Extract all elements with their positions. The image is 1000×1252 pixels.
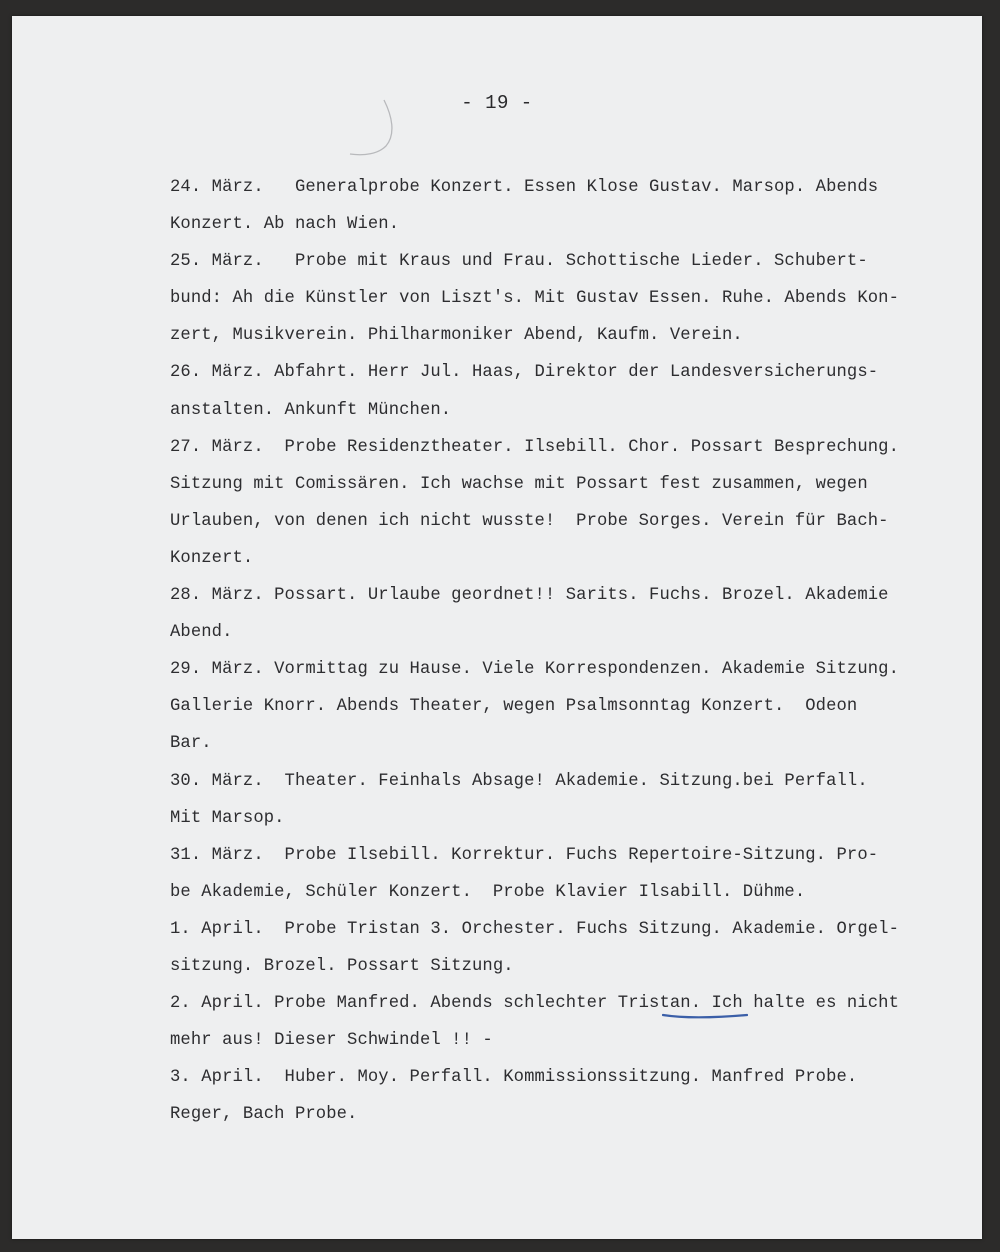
text-line: 24. März. Generalprobe Konzert. Essen Klose Gustav. Marsop. Abends	[170, 178, 879, 197]
text-line: 2. April. Probe Manfred. Abends schlechter Tristan. Ich halte es nicht	[170, 994, 899, 1014]
text-line: Sitzung mit Comissären. Ich wachse mit Possart fest zusammen, wegen	[170, 474, 868, 494]
text-line: 28. März. Possart. Urlaube geordnet!! Sarits. Fuchs. Brozel. Akademie	[170, 586, 889, 606]
document-page	[12, 16, 982, 1239]
text-line: 27. März. Probe Residenztheater. Ilsebill. Chor. Possart Besprechung.	[170, 437, 899, 457]
text-line: Konzert. Ab nach Wien.	[170, 215, 400, 235]
text-line: Abend.	[170, 623, 233, 643]
text-line: Konzert.	[170, 548, 254, 568]
text-line: 25. März. Probe mit Kraus und Frau. Schottische Lieder. Schubert-	[170, 252, 868, 272]
text-line: 31. März. Probe Ilsebill. Korrektur. Fuchs Repertoire-Sitzung. Pro-	[170, 845, 879, 865]
text-line: Urlauben, von denen ich nicht wusste! Probe Sorges. Verein für Bach-	[170, 511, 889, 531]
diary-text	[170, 169, 975, 1133]
text-line: bund: Ah die Künstler von Liszt's. Mit Gustav Essen. Ruhe. Abends Kon-	[170, 289, 899, 309]
blue-ink-underline	[662, 1012, 748, 1020]
text-line: Bar.	[170, 734, 212, 754]
text-line: sitzung. Brozel. Possart Sitzung.	[170, 956, 514, 976]
text-line: mehr aus! Dieser Schwindel !! -	[170, 1031, 493, 1051]
text-line: 3. April. Huber. Moy. Perfall. Kommissionssitzung. Manfred Probe.	[170, 1068, 858, 1088]
text-line: Reger, Bach Probe.	[170, 1105, 358, 1125]
text-line: anstalten. Ankunft München.	[170, 400, 452, 420]
text-line: zert, Musikverein. Philharmoniker Abend, Kaufm. Verein.	[170, 326, 743, 346]
text-line: 30. März. Theater. Feinhals Absage! Akademie. Sitzung.bei Perfall.	[170, 771, 868, 791]
text-line: Gallerie Knorr. Abends Theater, wegen Psalmsonntag Konzert. Odeon	[170, 697, 858, 717]
text-line: 26. März. Abfahrt. Herr Jul. Haas, Direktor der Landesversicherungs-	[170, 363, 879, 383]
text-line: Mit Marsop.	[170, 808, 285, 828]
text-line: 1. April. Probe Tristan 3. Orchester. Fuchs Sitzung. Akademie. Orgel-	[170, 919, 899, 939]
page-number: - 19 -	[461, 92, 533, 114]
text-line: be Akademie, Schüler Konzert. Probe Klavier Ilsabill. Dühme.	[170, 882, 806, 902]
text-line: 29. März. Vormittag zu Hause. Viele Korrespondenzen. Akademie Sitzung.	[170, 660, 899, 680]
